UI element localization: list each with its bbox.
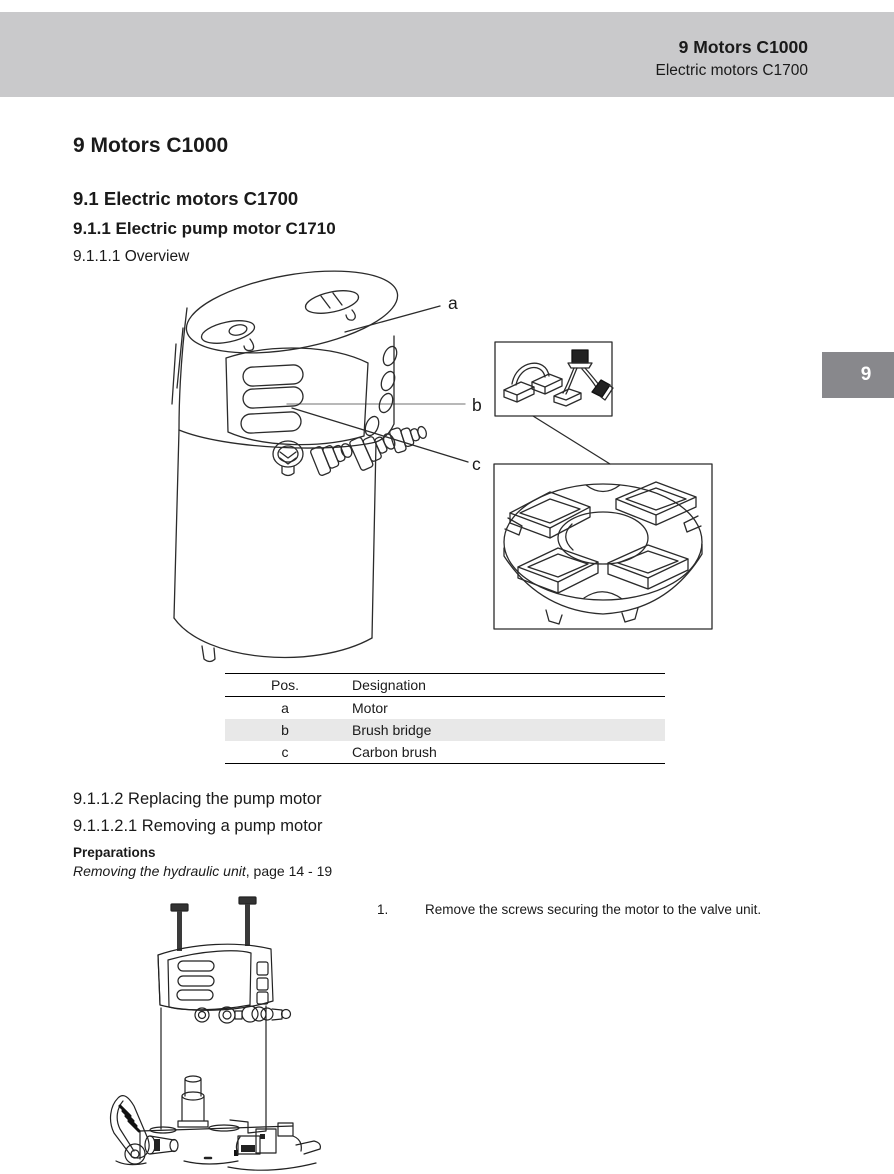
parts-table xyxy=(225,673,665,764)
detail-box-connector-line xyxy=(533,416,610,464)
leader-line-a xyxy=(345,306,440,332)
heading-pump-motor: 9.1.1 Electric pump motor C1710 xyxy=(73,219,336,238)
heading-electric-motors: 9.1 Electric motors C1700 xyxy=(73,188,299,209)
detail-box-carbon-brush xyxy=(495,342,613,416)
table-row xyxy=(225,719,665,741)
reference-page: , page 14 - 19 xyxy=(245,863,333,879)
preparations-label: Preparations xyxy=(73,845,156,860)
heading-chapter: 9 Motors C1000 xyxy=(73,134,229,157)
chapter-tab: 9 xyxy=(822,352,894,398)
top-keyhole-slots xyxy=(200,287,361,351)
table-row xyxy=(225,697,665,719)
table-row xyxy=(225,741,665,763)
cell-designation: Carbon brush xyxy=(352,744,437,760)
step-text: Remove the screws securing the motor to the valve unit. xyxy=(425,902,762,917)
pump-cylinder xyxy=(178,1076,208,1127)
cell-designation: Brush bridge xyxy=(352,722,432,738)
reference-title: Removing the hydraulic unit xyxy=(73,863,246,879)
cell-pos: b xyxy=(281,722,289,738)
heading-overview: 9.1.1.1 Overview xyxy=(73,248,190,265)
col-header-pos: Pos. xyxy=(270,677,299,693)
detail-box-brush-bridge xyxy=(494,464,712,629)
callout-a: a xyxy=(448,293,458,313)
figure-callouts xyxy=(448,293,482,474)
motor-cap xyxy=(158,944,273,1010)
terminal-row xyxy=(195,1006,291,1023)
removal-figure xyxy=(88,893,378,1174)
overview-figure-svg xyxy=(80,266,720,668)
heading-removing-pump-motor: 9.1.1.2.1 Removing a pump motor xyxy=(73,817,323,835)
cell-pos: c xyxy=(281,744,289,760)
parts-table-header xyxy=(225,674,665,697)
cell-designation: Motor xyxy=(352,700,388,716)
header-chapter-title: 9 Motors C1000 xyxy=(678,37,808,57)
step-number: 1. xyxy=(377,902,389,917)
cell-pos: a xyxy=(281,700,289,716)
mounting-screws xyxy=(171,897,256,951)
vent-panel xyxy=(226,348,368,445)
callout-b: b xyxy=(472,395,482,415)
page-header xyxy=(0,12,894,97)
overview-figure xyxy=(80,266,720,668)
removal-figure-svg xyxy=(88,893,378,1174)
heading-replacing-pump-motor: 9.1.1.2 Replacing the pump motor xyxy=(73,790,322,808)
header-section-subtitle: Electric motors C1700 xyxy=(655,61,808,79)
valve-block-cluster xyxy=(228,1123,320,1170)
callout-c: c xyxy=(472,454,481,474)
motor-line-art xyxy=(172,266,712,662)
preparation-reference xyxy=(73,863,332,879)
col-header-designation: Designation xyxy=(352,677,426,693)
